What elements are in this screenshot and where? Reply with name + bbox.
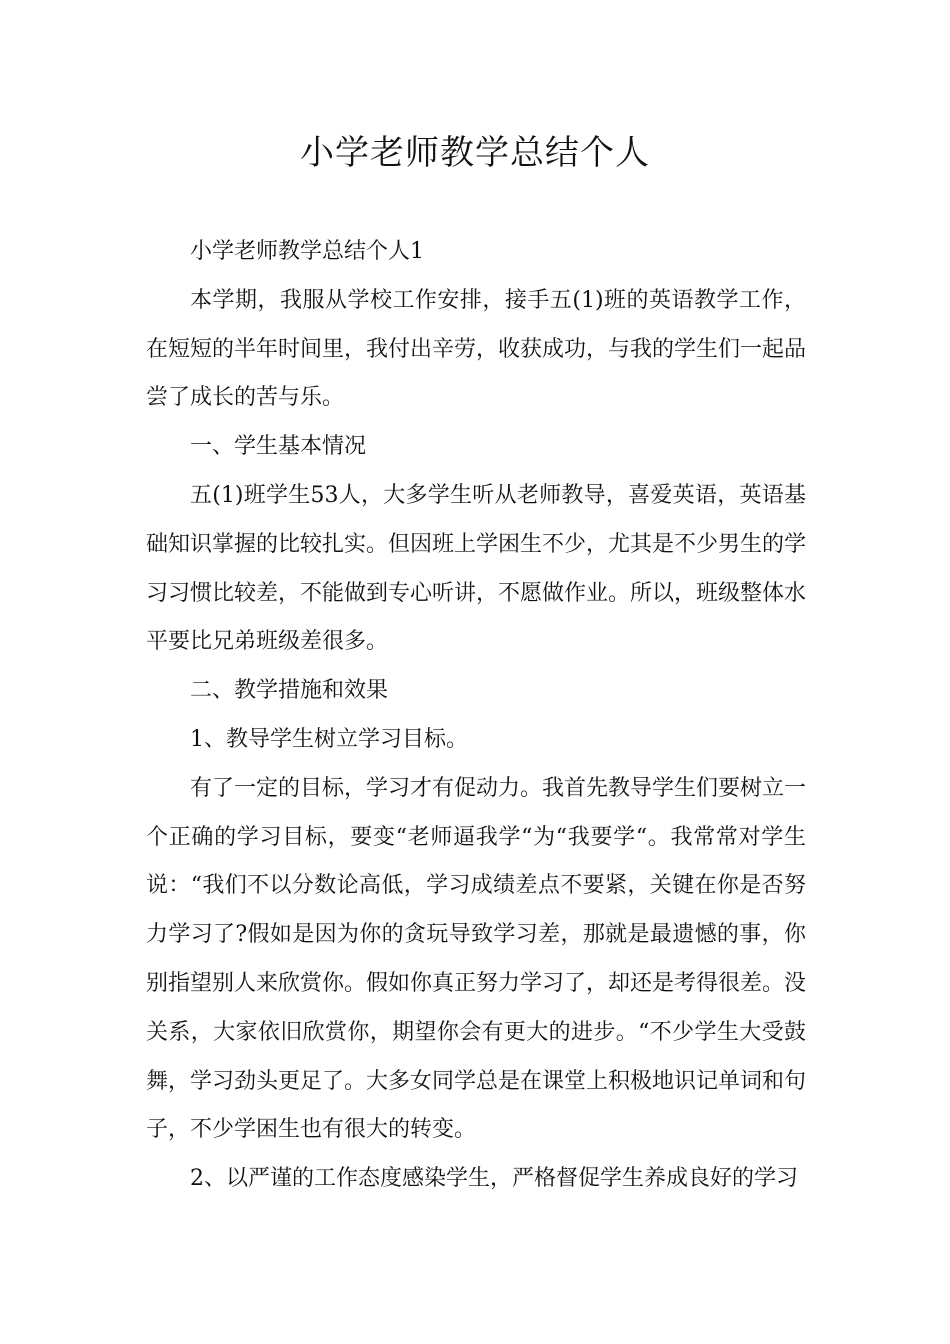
subheading-attitude: 2、以严谨的工作态度感染学生，严格督促学生养成良好的学习 <box>190 1166 798 1192</box>
paragraph-heading-1: 小学老师教学总结个人1 <box>190 239 424 264</box>
paragraph-intro: 本学期，我服从学校工作安排，接手五(1)班的英语教学工作，在短短的半年时间里，我付出辛劳，收获成功，与我的学生们一起品尝了成长的苦与乐。 <box>146 287 807 411</box>
document-title: 小学老师教学总结个人 <box>300 133 650 173</box>
paragraph-students: 五(1)班学生53人，大多学生听从老师教导，喜爱英语，英语基础知识掌握的比较扎实。但因班上学困生不少，尤其是不少男生的学习习惯比较差，不能做到专心听讲，不愿做作业。所以，班级整体水平要比兄弟班级差很多。 <box>146 482 807 655</box>
document-body <box>146 228 806 1204</box>
paragraph-goals: 有了一定的目标，学习才有促动力。我首先教导学生们要树立一个正确的学习目标，要变“老师逼我学“为“我要学“。我常常对学生说：“我们不以分数论高低，学习成绩差点不要紧，关键在你是否努力学习了?假如是因为你的贪玩导致学习差，那就是最遗憾的事，你别指望别人来欣赏你。假如你真正努力学习了，却还是考得很差。没关系，大家依旧欣赏你，期望你会有更大的进步。“不少学生大受鼓舞，学习劲头更足了。大多女同学总是在课堂上积极地识记单词和句子，不少学困生也有很大的转变。 <box>146 775 807 1143</box>
section-heading-measures: 二、教学措施和效果 <box>190 678 389 704</box>
section-heading-students: 一、学生基本情况 <box>190 434 367 460</box>
subheading-goals: 1、教导学生树立学习目标。 <box>190 726 468 752</box>
